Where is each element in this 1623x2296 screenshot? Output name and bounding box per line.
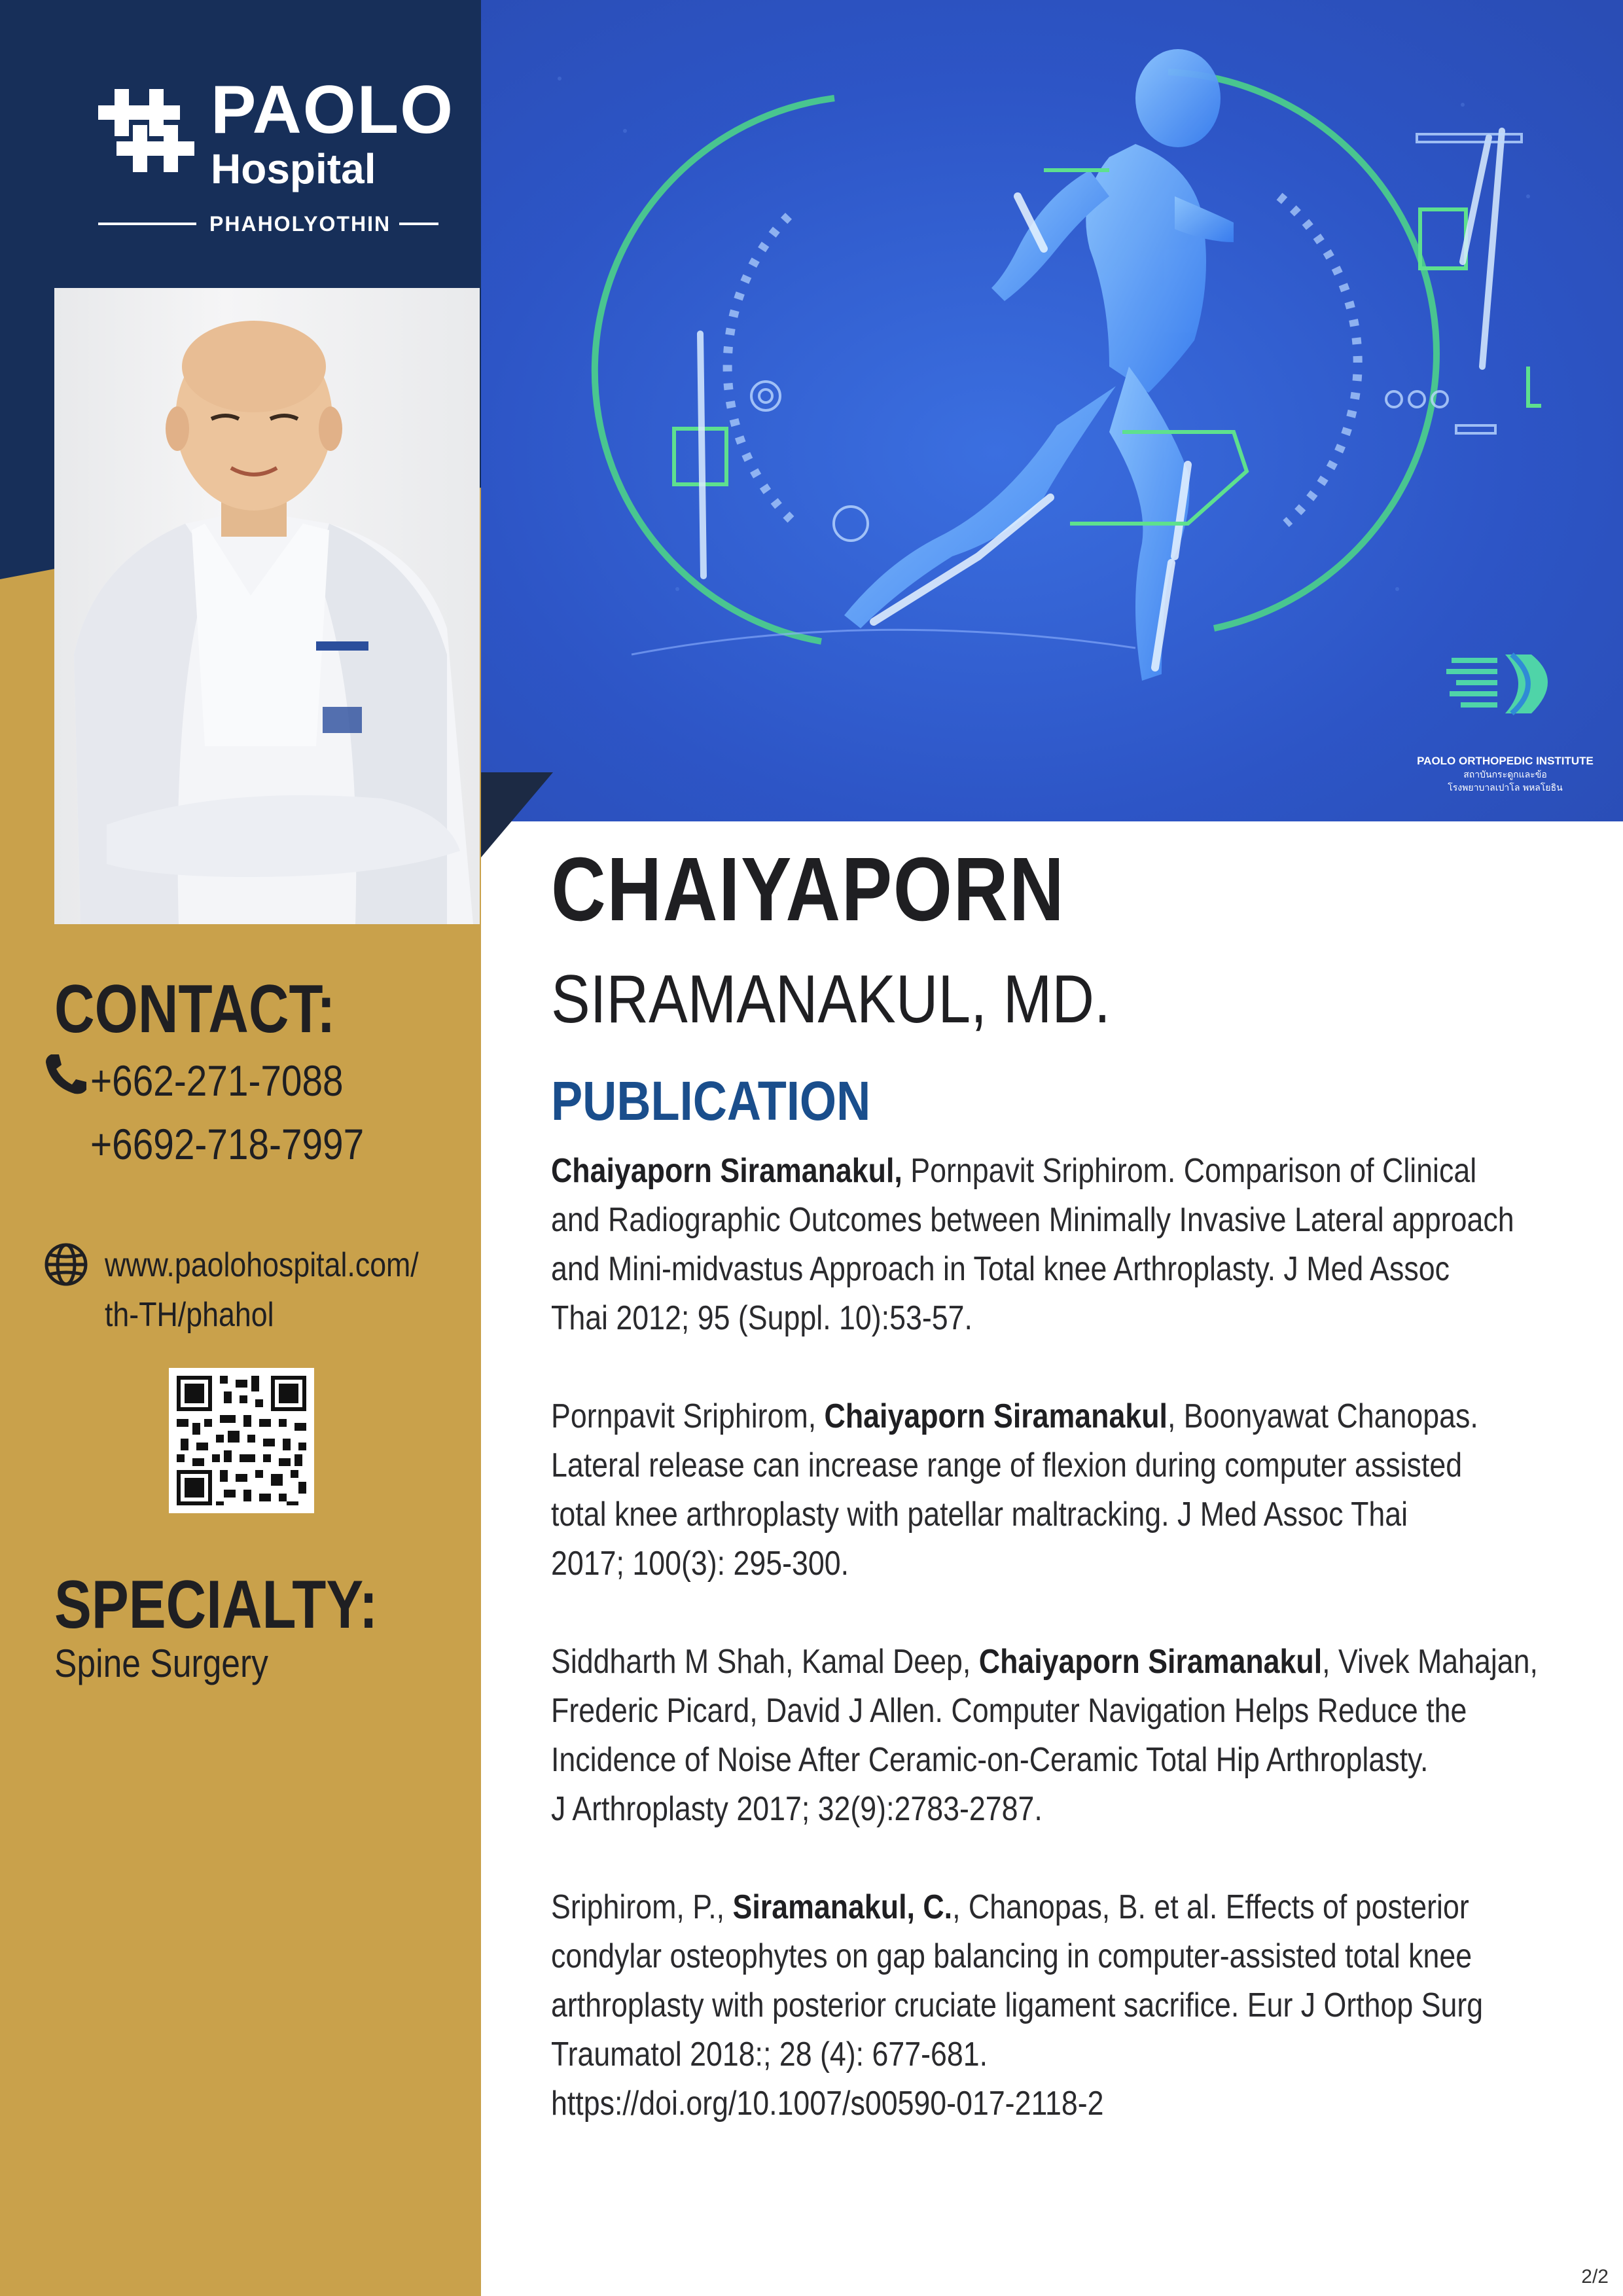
globe-icon	[43, 1242, 89, 1287]
publication-line: condylar osteophytes on gap balancing in computer-assisted total knee	[551, 1937, 1472, 1975]
logo-divider-right	[399, 223, 438, 225]
publication-line: Lateral release can increase range of flexion during computer assisted	[551, 1446, 1463, 1484]
publication-list	[551, 1147, 1547, 2178]
publication-item	[551, 1638, 1547, 1834]
publication-line: Pornpavit Sriphirom, Chaiyaporn Siramanakul, Boonyawat Chanopas.	[551, 1397, 1478, 1435]
publication-line: Chaiyaporn Siramanakul, Pornpavit Sriphirom. Comparison of Clinical	[551, 1152, 1477, 1190]
qr-code-image	[169, 1368, 314, 1513]
doctor-photo	[54, 288, 480, 924]
publication-line: J Arthroplasty 2017; 32(9):2783-2787.	[551, 1790, 1043, 1828]
institute-name-th-2: โรงพยาบาลเปาโล พหลโยธิน	[1448, 783, 1563, 793]
doctor-portrait-image	[54, 288, 480, 924]
publication-item	[551, 1883, 1547, 2128]
doctor-first-name: CHAIYAPORN	[551, 839, 1065, 940]
specialty-value: Spine Surgery	[54, 1641, 268, 1685]
logo-branch-row	[98, 209, 438, 238]
phone-number-1[interactable]: +662-271-7088	[90, 1056, 344, 1105]
publication-line: Incidence of Noise After Ceramic-on-Ceramic Total Hip Arthroplasty.	[551, 1741, 1429, 1779]
publication-line: Sriphirom, P., Siramanakul, C., Chanopas, B. et al. Effects of posterior	[551, 1888, 1469, 1926]
website-link-line-1[interactable]: www.paolohospital.com/	[105, 1246, 419, 1284]
hospital-logo	[98, 72, 455, 236]
publication-line: Frederic Picard, David J Allen. Computer Navigation Helps Reduce the	[551, 1692, 1467, 1730]
publication-line: total knee arthroplasty with patellar maltracking. J Med Assoc Thai	[551, 1496, 1408, 1534]
specialty-heading: SPECIALTY:	[54, 1567, 378, 1643]
logo-divider-left	[98, 223, 196, 225]
publication-line: Thai 2012; 95 (Suppl. 10):53-57.	[551, 1299, 972, 1337]
publication-line: Siddharth M Shah, Kamal Deep, Chaiyaporn Siramanakul, Vivek Mahajan,	[551, 1643, 1538, 1681]
hero-image	[481, 0, 1623, 821]
publication-line: 2017; 100(3): 295-300.	[551, 1545, 849, 1583]
logo-subtitle: Hospital	[211, 145, 376, 192]
running-skeleton-illustration	[481, 0, 1623, 821]
publication-item	[551, 1392, 1547, 1588]
publication-line: and Mini-midvastus Approach in Total knee Arthroplasty. J Med Assoc	[551, 1250, 1450, 1288]
publication-doi-link[interactable]: https://doi.org/10.1007/s00590-017-2118-2	[551, 2085, 1104, 2123]
logo-title: PAOLO	[211, 72, 455, 148]
publication-line: Traumatol 2018:; 28 (4): 677-681.	[551, 2036, 988, 2073]
phone-icon	[43, 1052, 89, 1098]
doctor-last-name: SIRAMANAKUL, MD.	[551, 961, 1111, 1037]
page-number: 2/2	[1581, 2266, 1609, 2287]
publication-line: and Radiographic Outcomes between Minimally Invasive Lateral approach	[551, 1201, 1514, 1239]
website-link-line-2[interactable]: th-TH/phahol	[105, 1296, 274, 1334]
corner-triangle	[481, 772, 553, 857]
cross-logo-icon	[98, 89, 196, 187]
logo-branch: PHAHOLYOTHIN	[209, 212, 391, 236]
phone-number-2[interactable]: +6692-718-7997	[90, 1120, 365, 1168]
publication-line: arthroplasty with posterior cruciate ligament sacrifice. Eur J Orthop Surg	[551, 1986, 1484, 2024]
publication-item	[551, 1147, 1547, 1343]
institute-name-en: PAOLO ORTHOPEDIC INSTITUTE	[1417, 755, 1594, 767]
contact-heading: CONTACT:	[54, 971, 336, 1047]
publication-heading: PUBLICATION	[551, 1070, 871, 1132]
qr-code[interactable]	[169, 1368, 314, 1513]
institute-name-th-1: สถาบันกระดูกและข้อ	[1463, 770, 1547, 780]
